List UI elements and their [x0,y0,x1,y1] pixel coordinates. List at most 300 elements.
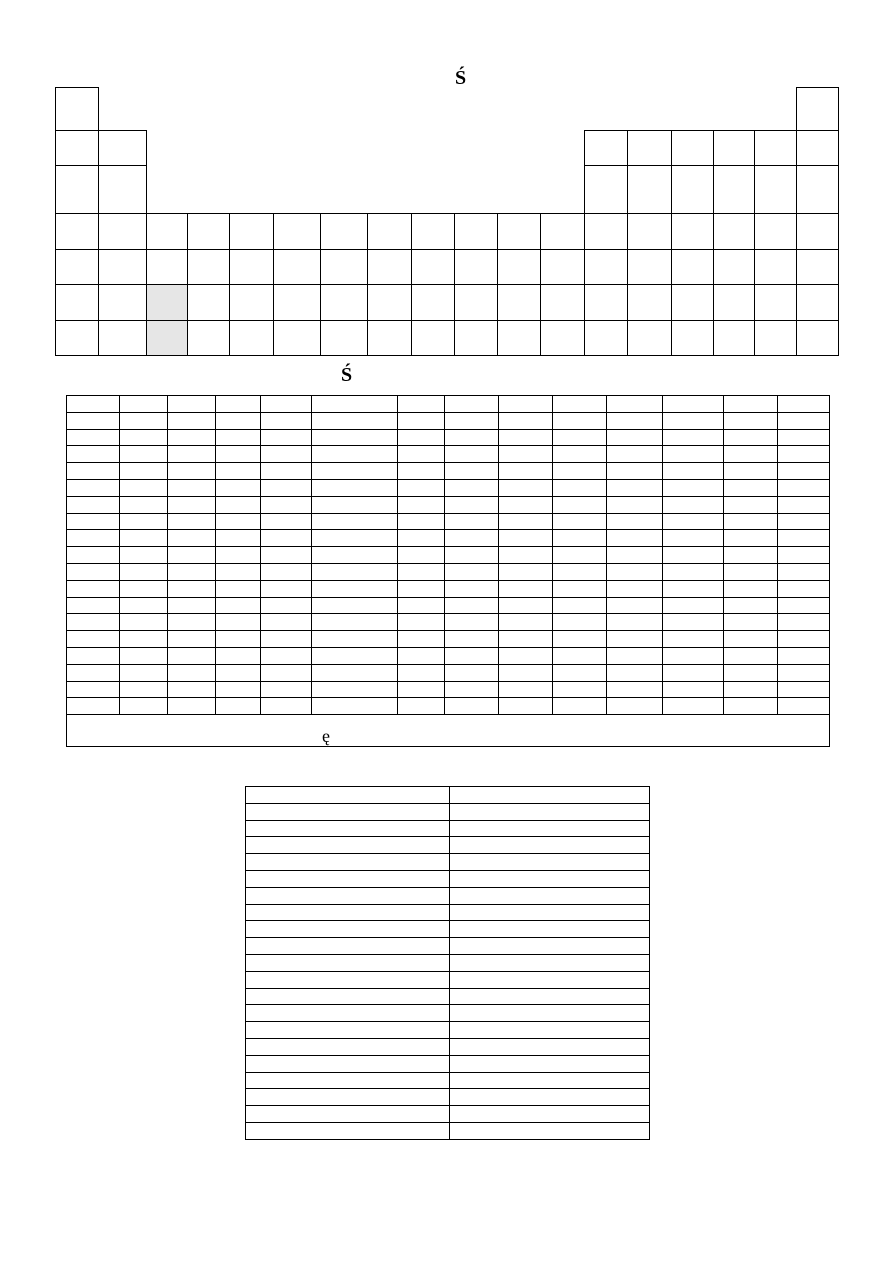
solubility-cell [120,463,168,480]
periodic-table-cell [584,284,628,321]
solubility-cell [261,547,312,564]
periodic-table-cell [98,213,147,250]
periodic-table-cell [497,320,541,356]
solubility-cell [312,479,398,496]
solubility-cell [67,412,120,429]
periodic-table-cell [627,130,672,166]
solubility-cell [67,496,120,513]
solubility-cell [398,698,445,715]
pairs-cell [246,837,450,854]
solubility-cell [607,580,663,597]
solubility-cell [398,429,445,446]
solubility-cell [67,631,120,648]
pairs-cell [450,1072,650,1089]
solubility-cell [216,580,261,597]
solubility-cell [312,681,398,698]
solubility-cell [120,547,168,564]
solubility-cell [312,597,398,614]
solubility-cell [724,681,778,698]
solubility-cell [778,614,830,631]
solubility-cell [445,547,499,564]
solubility-cell [216,429,261,446]
solubility-cell [312,698,398,715]
solubility-cell [445,396,499,413]
solubility-cell [120,429,168,446]
solubility-cell [778,429,830,446]
periodic-table-heading: Ś [455,67,467,89]
solubility-cell [778,513,830,530]
pairs-cell [450,971,650,988]
solubility-cell [261,429,312,446]
solubility-cell [67,479,120,496]
pairs-cell [246,938,450,955]
solubility-cell [67,580,120,597]
solubility-table [66,395,830,747]
periodic-table-cell [55,213,99,250]
periodic-table-cell [754,249,797,285]
solubility-cell [663,647,724,664]
solubility-cell [663,513,724,530]
solubility-cell [663,563,724,580]
pairs-cell [246,820,450,837]
periodic-table-cell [320,284,368,321]
periodic-table-cell [273,213,321,250]
periodic-table-cell [540,249,585,285]
periodic-table-cell [320,213,368,250]
solubility-cell [553,698,607,715]
periodic-table-cell [671,284,714,321]
pairs-table [245,786,650,1140]
solubility-cell [67,681,120,698]
solubility-cell [398,513,445,530]
solubility-cell [168,496,216,513]
solubility-cell [553,664,607,681]
solubility-cell [607,614,663,631]
pairs-cell [450,1022,650,1039]
solubility-cell [724,496,778,513]
periodic-table-cell [584,320,628,356]
solubility-cell [261,479,312,496]
periodic-table-cell [584,213,628,250]
solubility-cell [607,479,663,496]
periodic-table-cell [796,249,839,285]
solubility-cell [607,631,663,648]
solubility-cell [445,614,499,631]
solubility-cell [398,563,445,580]
solubility-cell [778,698,830,715]
solubility-cell [553,479,607,496]
periodic-table-cell [713,130,755,166]
solubility-cell [445,681,499,698]
periodic-table-cell [584,130,628,166]
solubility-note-text: ę [322,726,330,747]
periodic-table-cell [713,165,755,214]
periodic-table-cell [796,213,839,250]
solubility-cell [663,631,724,648]
periodic-table-cell [540,320,585,356]
solubility-cell [312,530,398,547]
solubility-cell [168,597,216,614]
solubility-cell [398,496,445,513]
solubility-cell [663,496,724,513]
solubility-cell [607,513,663,530]
periodic-table-cell [671,249,714,285]
pairs-cell [450,1122,650,1139]
pairs-cell [246,988,450,1005]
pairs-cell [246,1022,450,1039]
solubility-cell [261,513,312,530]
solubility-cell [120,396,168,413]
pairs-cell [450,921,650,938]
pairs-cell [450,870,650,887]
solubility-cell [553,614,607,631]
pairs-cell [450,1089,650,1106]
pairs-cell [246,1089,450,1106]
pairs-cell [450,787,650,804]
solubility-cell [607,664,663,681]
solubility-cell [553,563,607,580]
solubility-cell [261,412,312,429]
solubility-cell [67,463,120,480]
solubility-cell [499,530,553,547]
pairs-cell [450,837,650,854]
solubility-cell [312,631,398,648]
solubility-cell [120,664,168,681]
solubility-cell [168,631,216,648]
periodic-table-cell [229,320,274,356]
periodic-table-cell [98,320,147,356]
solubility-cell [261,563,312,580]
solubility-cell [312,563,398,580]
solubility-cell [724,547,778,564]
solubility-cell [724,429,778,446]
pairs-cell [246,1038,450,1055]
periodic-table-cell [796,87,839,131]
solubility-cell [778,479,830,496]
periodic-table-cell [497,284,541,321]
periodic-table-cell [55,320,99,356]
solubility-cell [67,429,120,446]
periodic-table-cell [273,320,321,356]
periodic-table-cell [55,284,99,321]
periodic-table-cell [584,249,628,285]
periodic-table-cell [627,320,672,356]
solubility-cell [261,597,312,614]
solubility-cell [67,513,120,530]
solubility-cell [499,631,553,648]
periodic-table-cell [754,165,797,214]
periodic-table-cell [713,213,755,250]
solubility-cell [261,664,312,681]
solubility-cell [445,429,499,446]
solubility-cell [499,479,553,496]
solubility-cell [398,681,445,698]
solubility-cell [499,513,553,530]
solubility-cell [663,681,724,698]
solubility-cell [553,580,607,597]
solubility-cell [67,664,120,681]
solubility-cell [168,563,216,580]
solubility-cell [312,446,398,463]
solubility-cell [778,681,830,698]
solubility-cell [607,496,663,513]
solubility-cell [663,446,724,463]
solubility-cell [553,681,607,698]
solubility-cell [168,547,216,564]
periodic-table-cell [454,249,498,285]
solubility-cell [67,597,120,614]
solubility-cell [607,597,663,614]
periodic-table-cell [98,130,147,166]
solubility-cell [67,647,120,664]
solubility-cell [724,664,778,681]
solubility-cell [398,463,445,480]
pairs-cell [246,1106,450,1123]
solubility-cell [398,446,445,463]
solubility-cell [663,396,724,413]
solubility-cell [724,412,778,429]
solubility-cell [261,446,312,463]
periodic-table-cell [367,284,412,321]
periodic-table-cell [671,130,714,166]
solubility-cell [216,479,261,496]
solubility-cell [398,631,445,648]
periodic-table-cell [497,213,541,250]
solubility-cell [724,513,778,530]
periodic-table-cell [320,320,368,356]
pairs-cell [246,870,450,887]
periodic-table-cell [411,213,455,250]
periodic-table-cell [229,249,274,285]
solubility-cell [216,698,261,715]
periodic-table-cell [55,130,99,166]
periodic-table-cell [367,320,412,356]
periodic-table-cell [540,213,585,250]
solubility-cell [499,580,553,597]
solubility-cell [553,412,607,429]
solubility-cell [499,463,553,480]
solubility-cell [607,463,663,480]
solubility-cell [778,597,830,614]
pairs-cell [450,1005,650,1022]
solubility-cell [724,563,778,580]
solubility-cell [120,597,168,614]
pairs-cell [246,971,450,988]
periodic-table-cell [98,165,147,214]
solubility-cell [499,446,553,463]
solubility-cell [312,614,398,631]
solubility-cell [499,647,553,664]
periodic-table-cell [497,249,541,285]
periodic-table-cell [411,320,455,356]
periodic-table-cell [584,165,628,214]
solubility-cell [67,614,120,631]
solubility-cell [261,647,312,664]
periodic-table-cell [713,284,755,321]
periodic-table-cell [671,165,714,214]
solubility-cell [168,664,216,681]
solubility-cell [312,647,398,664]
solubility-cell [445,698,499,715]
solubility-cell [398,614,445,631]
periodic-table-cell [796,284,839,321]
periodic-table-cell [796,130,839,166]
solubility-cell [663,614,724,631]
solubility-cell [553,446,607,463]
solubility-cell [120,479,168,496]
solubility-cell [216,463,261,480]
pairs-cell [450,887,650,904]
solubility-cell [499,496,553,513]
periodic-table-cell [411,284,455,321]
solubility-cell [312,580,398,597]
solubility-cell [724,597,778,614]
solubility-cell [168,429,216,446]
solubility-cell [663,463,724,480]
solubility-cell [499,614,553,631]
solubility-cell [67,446,120,463]
periodic-table-cell [671,213,714,250]
solubility-cell [445,513,499,530]
solubility-cell [445,479,499,496]
solubility-cell [445,412,499,429]
periodic-table-cell [671,320,714,356]
pairs-cell [246,787,450,804]
solubility-cell [168,479,216,496]
solubility-cell [168,412,216,429]
solubility-cell [553,530,607,547]
solubility-cell [778,580,830,597]
periodic-table-cell [627,249,672,285]
solubility-cell [216,563,261,580]
periodic-table-cell [187,284,230,321]
pairs-cell [246,954,450,971]
solubility-cell [398,412,445,429]
solubility-cell [398,664,445,681]
solubility-cell [724,530,778,547]
pairs-cell [246,1072,450,1089]
solubility-cell [168,681,216,698]
pairs-cell [450,988,650,1005]
solubility-cell [312,547,398,564]
pairs-cell [246,1055,450,1072]
pairs-cell [450,854,650,871]
periodic-table-cell [540,284,585,321]
solubility-cell [398,547,445,564]
periodic-table-cell [98,249,147,285]
solubility-cell [120,681,168,698]
solubility-cell [261,698,312,715]
solubility-cell [778,664,830,681]
solubility-cell [553,647,607,664]
solubility-cell [216,664,261,681]
solubility-cell [663,547,724,564]
periodic-table-cell [411,249,455,285]
solubility-cell [67,547,120,564]
solubility-cell [663,580,724,597]
solubility-cell [553,496,607,513]
solubility-cell [398,530,445,547]
solubility-cell [445,597,499,614]
pairs-cell [450,954,650,971]
solubility-cell [607,412,663,429]
solubility-cell [445,463,499,480]
solubility-cell [778,647,830,664]
solubility-cell [312,664,398,681]
solubility-cell [398,597,445,614]
solubility-cell [120,614,168,631]
solubility-cell [445,563,499,580]
solubility-cell [120,412,168,429]
solubility-cell [216,681,261,698]
solubility-cell [499,412,553,429]
solubility-cell [724,580,778,597]
solubility-cell [499,597,553,614]
solubility-cell [216,547,261,564]
periodic-table-cell [273,284,321,321]
solubility-cell [398,580,445,597]
solubility-cell [663,479,724,496]
solubility-cell [553,547,607,564]
periodic-table-cell [367,249,412,285]
solubility-cell [663,429,724,446]
solubility-cell [120,530,168,547]
solubility-cell [499,563,553,580]
solubility-cell [445,496,499,513]
periodic-table-cell [754,213,797,250]
periodic-table-cell [713,249,755,285]
solubility-cell [499,681,553,698]
solubility-cell [216,530,261,547]
periodic-table-cell [146,284,188,321]
solubility-cell [261,614,312,631]
periodic-table-cell [146,320,188,356]
solubility-cell [120,698,168,715]
solubility-cell [724,698,778,715]
solubility-cell [499,664,553,681]
pairs-cell [450,1038,650,1055]
solubility-cell [724,631,778,648]
solubility-cell [216,614,261,631]
periodic-table-cell [187,320,230,356]
periodic-table-cell [229,284,274,321]
periodic-table-cell [627,284,672,321]
periodic-table-cell [146,213,188,250]
solubility-cell [663,597,724,614]
solubility-cell [445,530,499,547]
solubility-cell [778,631,830,648]
solubility-cell [778,396,830,413]
solubility-cell [312,513,398,530]
solubility-cell [553,513,607,530]
periodic-table-cell [55,87,99,131]
solubility-cell [261,681,312,698]
solubility-cell [67,563,120,580]
solubility-cell [67,396,120,413]
pairs-cell [450,938,650,955]
periodic-table-cell [627,213,672,250]
pairs-cell [450,820,650,837]
pairs-cell [450,803,650,820]
solubility-cell [778,547,830,564]
solubility-cell [553,597,607,614]
periodic-table-cell [796,320,839,356]
solubility-cell [216,513,261,530]
solubility-cell [445,446,499,463]
solubility-cell [261,631,312,648]
pairs-cell [450,1055,650,1072]
periodic-table-cell [754,320,797,356]
